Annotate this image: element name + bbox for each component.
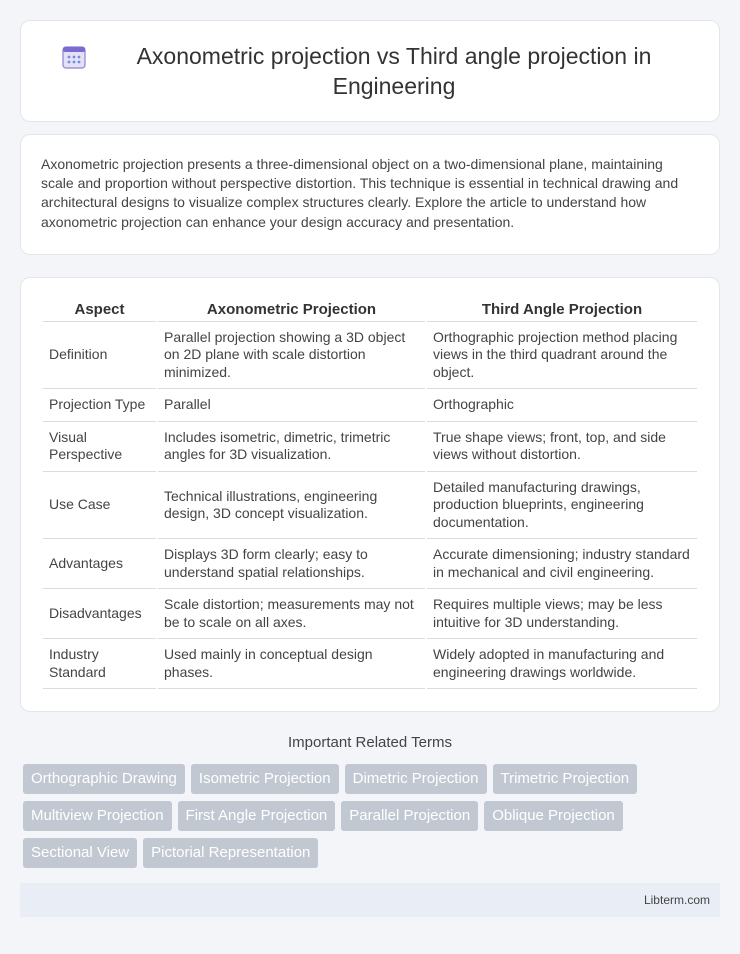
term-tag[interactable]: Trimetric Projection xyxy=(493,764,638,794)
term-tag[interactable]: Multiview Projection xyxy=(23,801,172,831)
term-tag[interactable]: Pictorial Representation xyxy=(143,838,318,868)
third-angle-cell: Orthographic xyxy=(427,389,697,422)
third-angle-cell: True shape views; front, top, and side views without distortion. xyxy=(427,422,697,472)
column-header-third-angle: Third Angle Projection xyxy=(427,300,697,322)
axonometric-cell: Parallel xyxy=(158,389,425,422)
term-tag[interactable]: First Angle Projection xyxy=(178,801,336,831)
footer xyxy=(20,883,720,917)
table-row xyxy=(43,422,697,472)
aspect-cell: Projection Type xyxy=(43,389,156,422)
third-angle-cell: Accurate dimensioning; industry standard in mechanical and civil engineering. xyxy=(427,539,697,589)
related-terms-title: Important Related Terms xyxy=(288,734,452,752)
aspect-cell: Definition xyxy=(43,322,156,390)
column-header-axonometric: Axonometric Projection xyxy=(158,300,425,322)
third-angle-cell: Widely adopted in manufacturing and engineering drawings worldwide. xyxy=(427,639,697,689)
term-tag[interactable]: Parallel Projection xyxy=(341,801,478,831)
table-row xyxy=(43,589,697,639)
axonometric-cell: Parallel projection showing a 3D object on 2D plane with scale distortion minimized. xyxy=(158,322,425,390)
term-tag[interactable]: Oblique Projection xyxy=(484,801,623,831)
third-angle-cell: Orthographic projection method placing views in the third quadrant around the object. xyxy=(427,322,697,390)
axonometric-cell: Used mainly in conceptual design phases. xyxy=(158,639,425,689)
table-row xyxy=(43,322,697,390)
aspect-cell: Use Case xyxy=(43,472,156,540)
related-terms-section xyxy=(0,734,740,868)
header-card xyxy=(20,20,720,122)
intro-card xyxy=(20,134,720,255)
term-tag[interactable]: Sectional View xyxy=(23,838,137,868)
aspect-cell: Disadvantages xyxy=(43,589,156,639)
table-row xyxy=(43,472,697,540)
axonometric-cell: Includes isometric, dimetric, trimetric angles for 3D visualization. xyxy=(158,422,425,472)
calendar-list-icon xyxy=(61,44,87,70)
column-header-aspect: Aspect xyxy=(43,300,156,322)
table-header-row xyxy=(43,300,697,322)
term-tag[interactable]: Dimetric Projection xyxy=(345,764,487,794)
related-terms-list xyxy=(20,764,720,868)
aspect-cell: Industry Standard xyxy=(43,639,156,689)
third-angle-cell: Requires multiple views; may be less intuitive for 3D understanding. xyxy=(427,589,697,639)
aspect-cell: Advantages xyxy=(43,539,156,589)
comparison-table xyxy=(41,300,699,690)
header xyxy=(61,41,679,101)
aspect-cell: Visual Perspective xyxy=(43,422,156,472)
page-title: Axonometric projection vs Third angle projection in Engineering xyxy=(136,43,652,99)
axonometric-cell: Scale distortion; measurements may not be to scale on all axes. xyxy=(158,589,425,639)
third-angle-cell: Detailed manufacturing drawings, production blueprints, engineering documentation. xyxy=(427,472,697,540)
axonometric-cell: Technical illustrations, engineering design, 3D concept visualization. xyxy=(158,472,425,540)
intro-text: Axonometric projection presents a three-dimensional object on a two-dimensional plane, maintaining scale and proportion without perspective distortion. This technique is essential in technical drawing and architectural designs to visualize complex structures clearly. Explore the article to understand how axonometric projection can enhance your design accuracy and presentation. xyxy=(41,156,679,230)
table-row xyxy=(43,539,697,589)
comparison-table-card xyxy=(20,277,720,713)
table-row xyxy=(43,639,697,689)
footer-site-link[interactable]: Libterm.com xyxy=(643,893,710,908)
table-row xyxy=(43,389,697,422)
term-tag[interactable]: Orthographic Drawing xyxy=(23,764,185,794)
axonometric-cell: Displays 3D form clearly; easy to understand spatial relationships. xyxy=(158,539,425,589)
term-tag[interactable]: Isometric Projection xyxy=(191,764,339,794)
